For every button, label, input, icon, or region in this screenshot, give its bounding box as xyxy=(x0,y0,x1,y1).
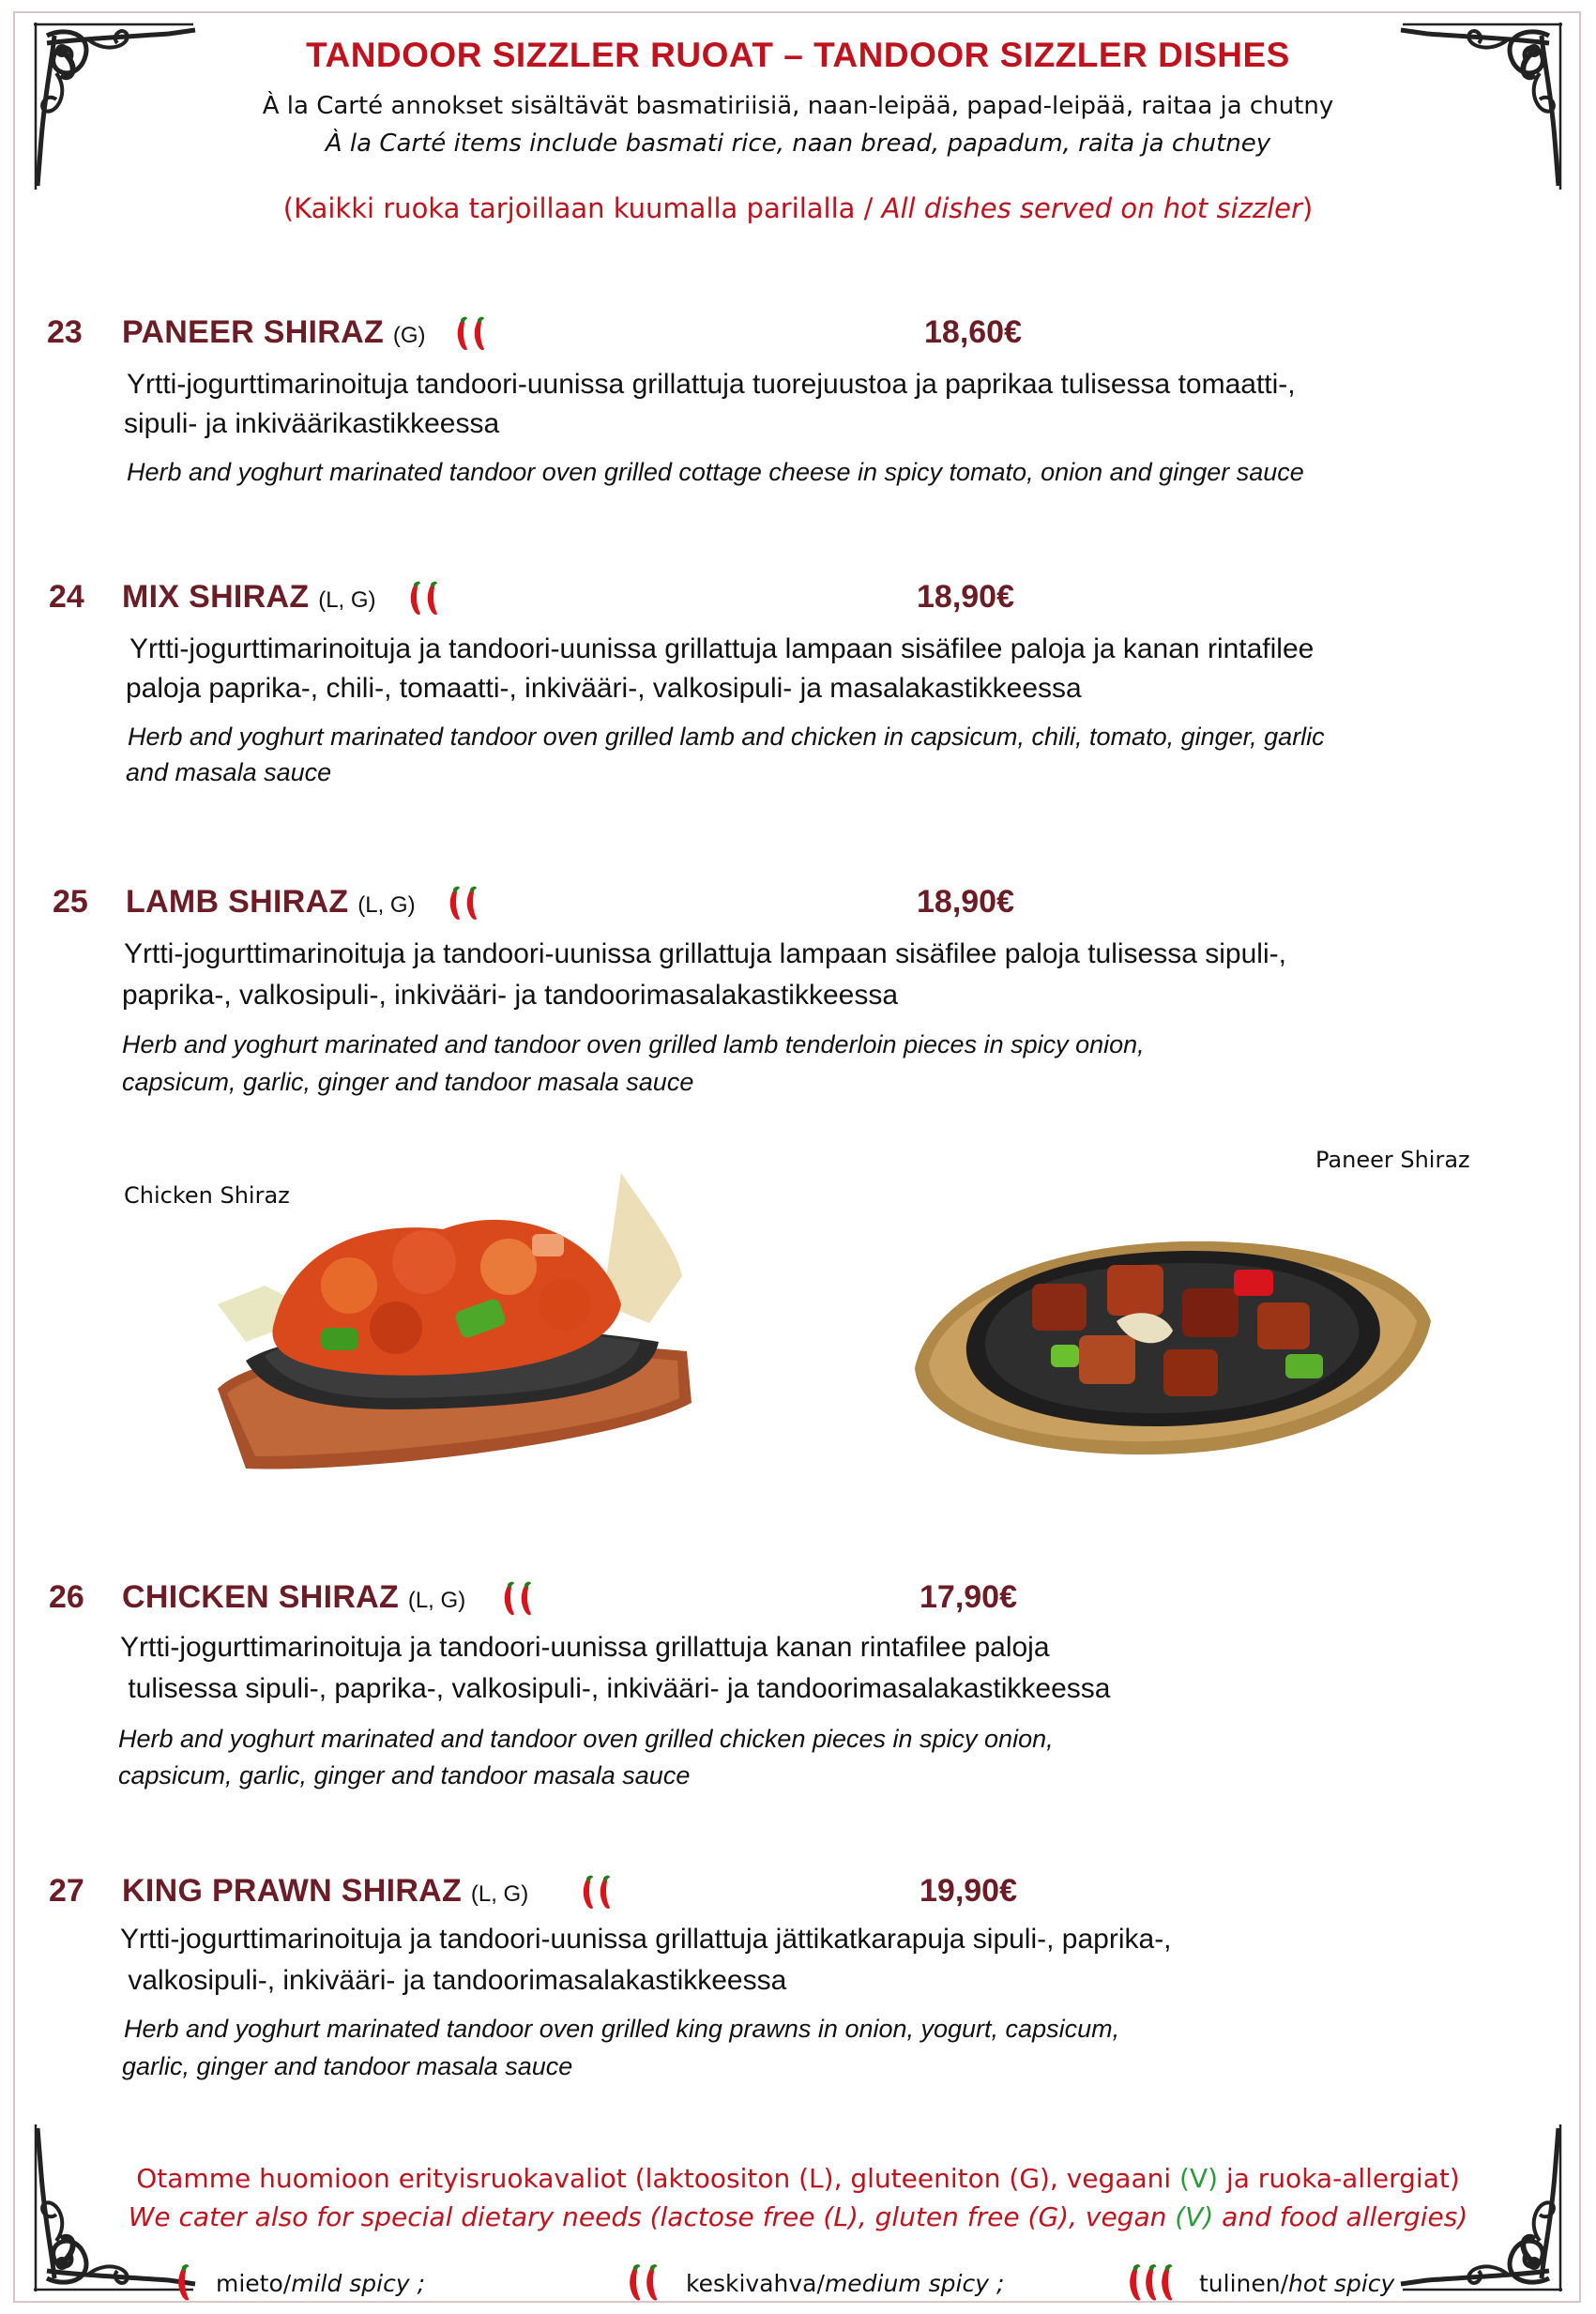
description-en: Herb and yoghurt marinated and tandoor oven grilled chicken pieces in spicy onion, xyxy=(118,1725,1054,1753)
item-number: 25 xyxy=(53,884,88,920)
chili-icon xyxy=(499,1575,544,1623)
description-en: garlic, ginger and tandoor masala sauce xyxy=(122,2052,573,2080)
item-price: 18,90€ xyxy=(917,884,1014,920)
item-number: 24 xyxy=(49,579,84,615)
chili-icon xyxy=(171,2260,199,2306)
page-title: TANDOOR SIZZLER RUOAT – TANDOOR SIZZLER DISHES xyxy=(306,36,1290,74)
photo-caption-left: Chicken Shiraz xyxy=(124,1182,290,1209)
description-fi: Yrtti-jogurttimarinoituja ja tandoori-uunissa grillattuja lampaan sisäfilee paloja tulisessa sipuli-, xyxy=(124,938,1286,969)
item-number: 27 xyxy=(49,1873,84,1909)
item-name: MIX SHIRAZ (L, G) xyxy=(122,579,376,615)
chili-icon xyxy=(1124,2260,1182,2306)
description-en: Herb and yoghurt marinated tandoor oven grilled king prawns in onion, yogurt, capsicum, xyxy=(124,2015,1120,2043)
description-fi: paprika-, valkosipuli-, inkivääri- ja tandoorimasalakastikkeessa xyxy=(122,980,899,1011)
description-fi: Yrtti-jogurttimarinoituja ja tandoori-uunissa grillattuja lampaan sisäfilee paloja ja kanan rintafilee xyxy=(129,633,1315,664)
chili-icon xyxy=(452,310,497,358)
chili-icon xyxy=(445,879,490,928)
paneer-shiraz-photo xyxy=(910,1180,1436,1462)
item-number: 23 xyxy=(47,314,83,350)
item-number: 26 xyxy=(49,1579,84,1615)
description-fi: tulisessa sipuli-, paprika-, valkosipuli-, inkivääri- ja tandoorimasalakastikkeessa xyxy=(120,1673,1111,1704)
item-price: 19,90€ xyxy=(920,1873,1017,1909)
item-name: CHICKEN SHIRAZ (L, G) xyxy=(122,1579,466,1615)
description-fi: valkosipuli-, inkivääri- ja tandoorimasalakastikkeessa xyxy=(120,1965,787,1996)
legend-mild: mieto / mild spicy ; xyxy=(171,2260,425,2306)
description-fi: Yrtti-jogurttimarinoituja ja tandoori-uunissa grillattuja jättikatkarapuja sipuli-, paprika-, xyxy=(120,1924,1172,1955)
item-name: PANEER SHIRAZ (G) xyxy=(122,314,426,350)
description-en: and masala sauce xyxy=(126,758,332,786)
chicken-shiraz-photo xyxy=(208,1164,696,1473)
description-en: capsicum, garlic, ginger and tandoor masala sauce xyxy=(118,1761,691,1789)
dietary-note-en: We cater also for special dietary needs (lactose free (L), gluten free (G), vegan (V) and food allergies) xyxy=(128,2201,1468,2232)
item-price: 18,90€ xyxy=(917,579,1014,615)
description-fi: Yrtti-jogurttimarinoituja tandoori-uunissa grillattuja tuorejuustoa ja paprikaa tulisessa tomaatti-, xyxy=(127,369,1296,400)
chili-icon xyxy=(405,574,450,623)
description-en: capsicum, garlic, ginger and tandoor masala sauce xyxy=(122,1068,694,1096)
description-en: Herb and yoghurt marinated and tandoor oven grilled lamb tenderloin pieces in spicy onion, xyxy=(122,1030,1145,1058)
item-price: 17,90€ xyxy=(920,1579,1017,1615)
chili-icon xyxy=(624,2260,669,2306)
photo-caption-right: Paneer Shiraz xyxy=(1315,1147,1470,1173)
item-name: LAMB SHIRAZ (L, G) xyxy=(126,884,416,920)
item-price: 18,60€ xyxy=(924,314,1022,350)
legend-hot: tulinen / hot spicy xyxy=(1124,2260,1394,2306)
description-fi: paloja paprika-, chili-, tomaatti-, inkivääri-, valkosipuli- ja masalakastikkeessa xyxy=(126,673,1082,704)
dietary-note-fi: Otamme huomioon erityisruokavaliot (laktoositon (L), gluteeniton (G), vegaani (V) ja ruoka-allergiat) xyxy=(136,2163,1460,2194)
description-en: Herb and yoghurt marinated tandoor oven grilled cottage cheese in spicy tomato, onion and ginger sauce xyxy=(127,458,1304,486)
subtitle-en: À la Carté items include basmati rice, naan bread, papadum, raita ja chutney xyxy=(325,129,1271,158)
description-fi: sipuli- ja inkiväärikastikkeessa xyxy=(124,408,500,439)
subtitle-fi: À la Carté annokset sisältävät basmatiriisiä, naan-leipää, papad-leipää, raitaa ja chutny xyxy=(262,92,1334,120)
description-en: Herb and yoghurt marinated tandoor oven grilled lamb and chicken in capsicum, chili, tomato, ginger, garlic xyxy=(128,723,1325,751)
description-fi: Yrtti-jogurttimarinoituja ja tandoori-uunissa grillattuja kanan rintafilee paloja xyxy=(120,1632,1050,1663)
legend-medium: keskivahva / medium spicy ; xyxy=(624,2260,1004,2306)
chili-icon xyxy=(578,1868,623,1917)
sizzler-note: (Kaikki ruoka tarjoillaan kuumalla parilalla / All dishes served on hot sizzler) xyxy=(282,192,1314,224)
item-name: KING PRAWN SHIRAZ (L, G) xyxy=(122,1873,529,1909)
